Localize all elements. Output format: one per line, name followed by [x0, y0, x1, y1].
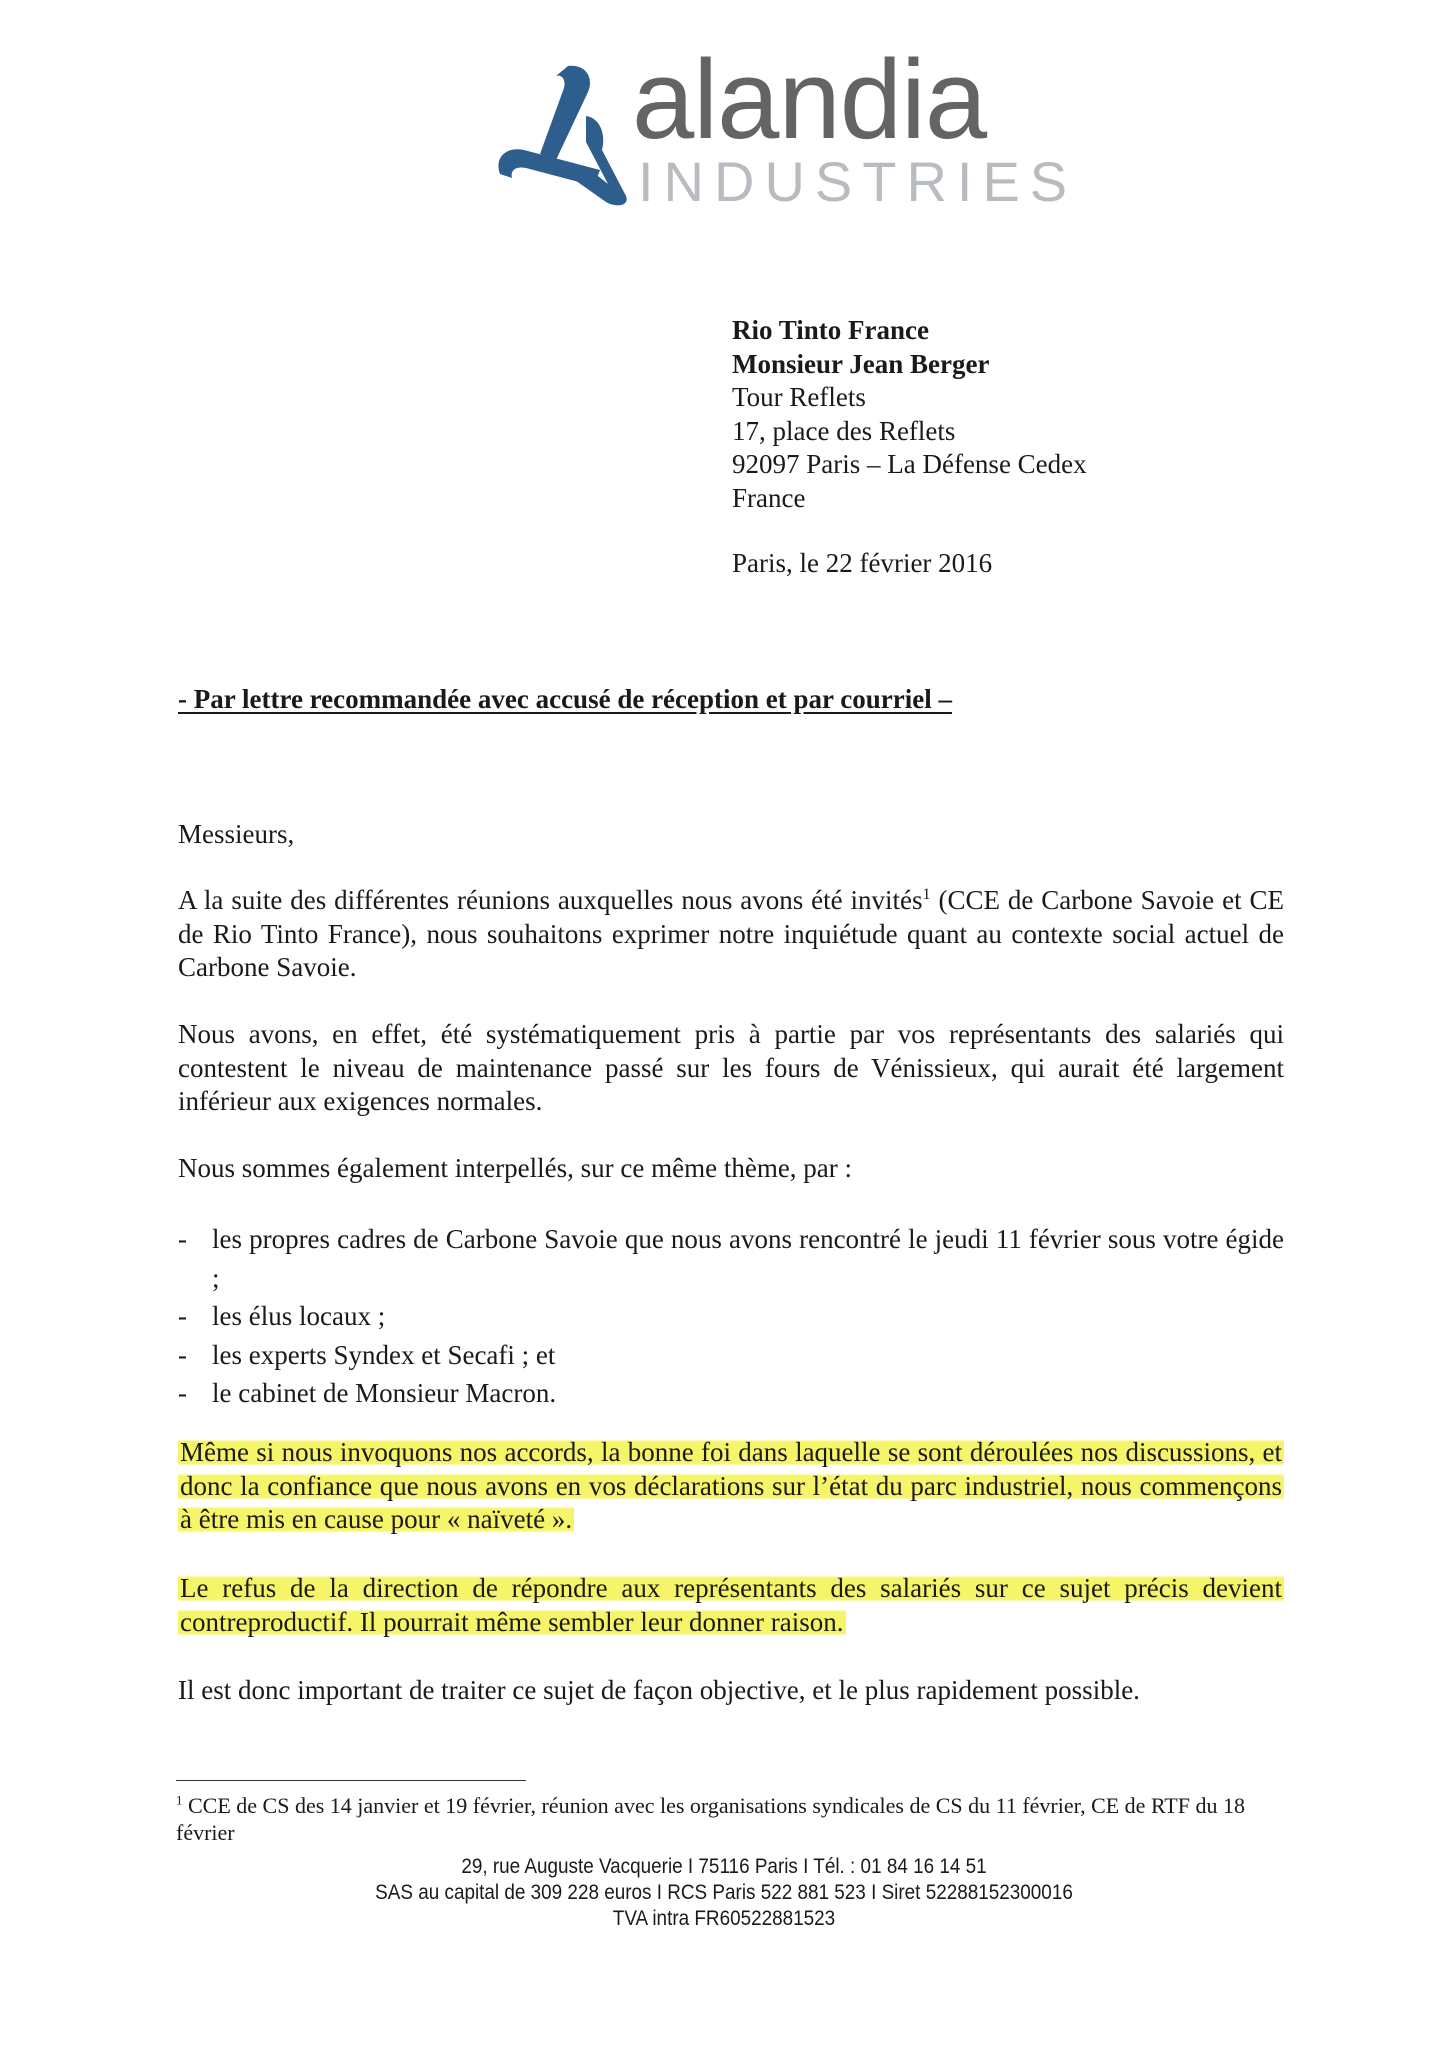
footer-registration: SAS au capital de 309 228 euros I RCS Paris 522 881 523 I Siret 52288152300016: [375, 1881, 1073, 1904]
recipient-country: France: [732, 482, 806, 513]
recipient-company: Rio Tinto France: [732, 315, 930, 345]
list-item: - le cabinet de Monsieur Macron.: [178, 1374, 1284, 1413]
paragraph-1-text-b: (CCE de Carbone Savoie et CE de Rio Tinto France), nous souhaitons exprimer notre inquiétude quant au contexte social actuel de Carbone Savoie.: [178, 885, 1284, 982]
logo-subtitle: INDUSTRIES: [638, 150, 1078, 213]
highlighted-text: Le refus de la direction de répondre aux représentants des salariés sur ce sujet précis devient contreproductif. Il pourrait même sembler leur donner raison.: [180, 1573, 1282, 1637]
footer-vat: TVA intra FR60522881523: [612, 1907, 836, 1930]
paragraph-2: Nous avons, en effet, été systématiquement pris à partie par vos représentants des salariés qui contestent le niveau de maintenance passé sur les fours de Vénissieux, qui aurait été largement inférieur aux exigences normales.: [178, 1019, 1284, 1116]
paragraph-3: Nous sommes également interpellés, sur ce même thème, par :: [178, 1153, 853, 1183]
logo-mark-icon: [490, 58, 640, 208]
list-item: - les élus locaux ;: [178, 1297, 1284, 1336]
letter-subject: - Par lettre recommandée avec accusé de réception et par courriel –: [178, 684, 952, 714]
company-footer: [72, 1854, 1375, 1932]
footnote-text: CCE de CS des 14 janvier et 19 février, réunion avec les organisations syndicales de CS du 11 février, CE de RTF du 18 février: [176, 1793, 1245, 1845]
paragraph-1: [178, 884, 1284, 985]
footnote-ref: 1: [922, 886, 931, 903]
list-item: - les propres cadres de Carbone Savoie que nous avons rencontré le jeudi 11 février sous votre égide ;: [178, 1220, 1284, 1297]
paragraph-1-text-a: A la suite des différentes réunions auxquelles nous avons été invités: [178, 885, 923, 915]
bullet-list: [178, 1220, 1284, 1413]
recipient-street: 17, place des Reflets: [732, 415, 956, 446]
paragraph-6: Il est donc important de traiter ce sujet de façon objective, et le plus rapidement possible.: [178, 1675, 1140, 1705]
highlighted-text: Même si nous invoquons nos accords, la bonne foi dans laquelle se sont déroulées nos discussions, et donc la confiance que nous avons en vos déclarations sur l’état du parc industriel, nous commençons à être mis en cause pour « naïveté ».: [180, 1437, 1282, 1534]
company-logo: [490, 37, 1078, 213]
logo-wordmark: alandia: [632, 37, 987, 162]
recipient-address: [732, 314, 1087, 515]
recipient-city: 92097 Paris – La Défense Cedex: [732, 449, 1087, 479]
footnote-marker: 1: [176, 1792, 183, 1808]
footer-address: 29, rue Auguste Vacquerie I 75116 Paris I Tél. : 01 84 16 14 51: [461, 1855, 987, 1878]
letter-date: Paris, le 22 février 2016: [732, 548, 993, 578]
salutation: Messieurs,: [178, 819, 295, 849]
footnote-divider: [176, 1780, 526, 1781]
recipient-person: Monsieur Jean Berger: [732, 348, 990, 379]
recipient-building: Tour Reflets: [732, 382, 866, 412]
footnote: [176, 1792, 1276, 1846]
list-item: - les experts Syndex et Secafi ; et: [178, 1336, 1284, 1375]
paragraph-4: [178, 1436, 1284, 1537]
paragraph-5: [178, 1572, 1284, 1639]
